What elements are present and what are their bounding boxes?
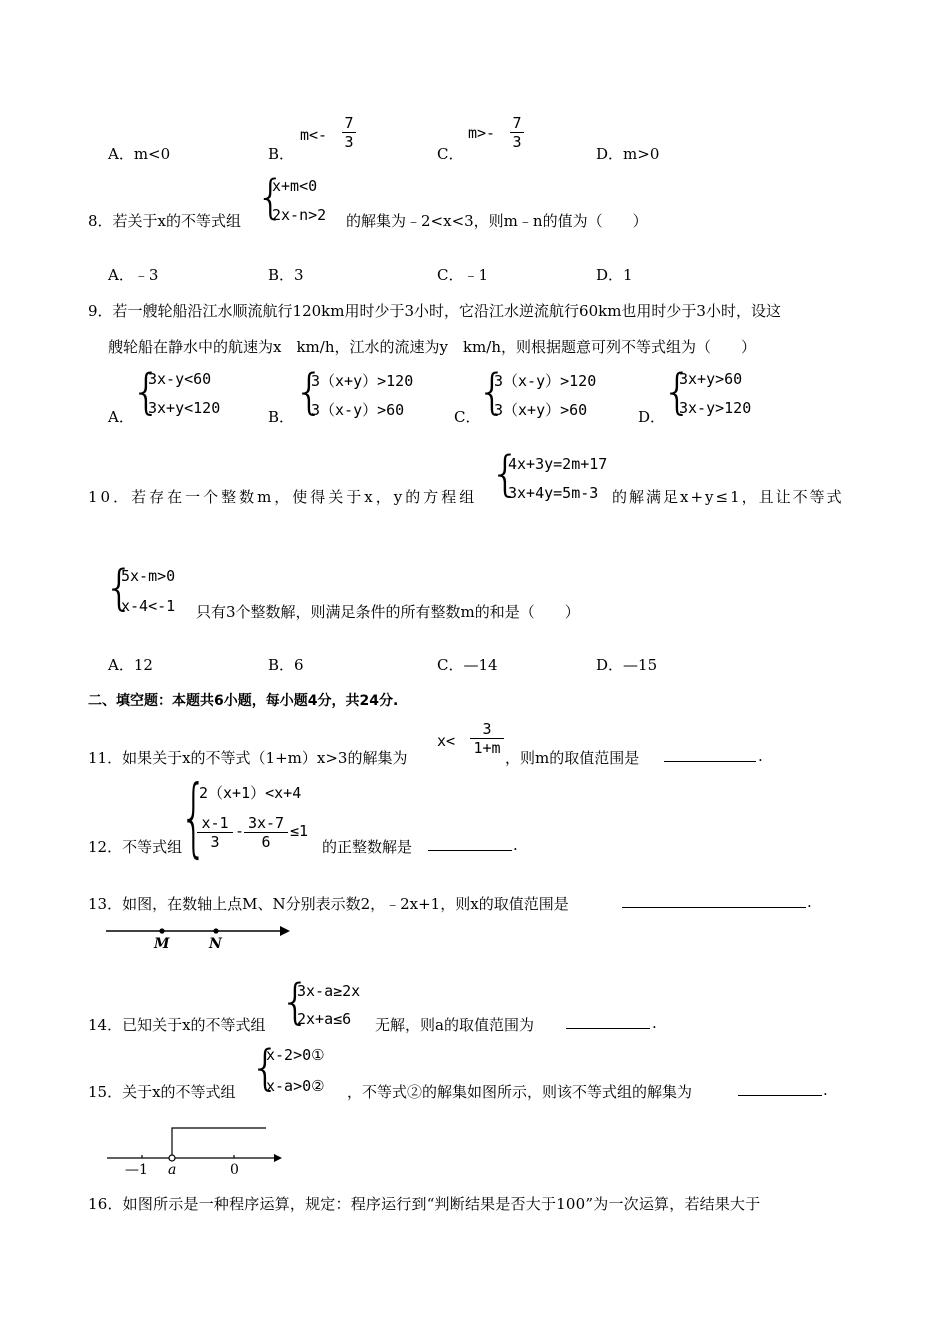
q8-brace: { bbox=[256, 170, 286, 224]
q9-option-d-ineq-2: 3x-y>120 bbox=[679, 399, 752, 417]
q14-prefix: 14．已知关于x的不等式组 bbox=[88, 1016, 266, 1034]
q9-option-c-brace: { bbox=[477, 364, 508, 420]
q9-option-c-label: C． bbox=[454, 408, 481, 426]
q9-option-a-ineq-2: 3x+y<120 bbox=[148, 399, 221, 417]
q10-brace-2: { bbox=[104, 560, 135, 616]
q13-label-n: N bbox=[209, 936, 222, 952]
q12-answer-blank[interactable] bbox=[428, 836, 512, 855]
q11-end: . bbox=[758, 747, 763, 765]
q15-end: . bbox=[823, 1081, 828, 1099]
q15-solution-bracket bbox=[172, 1128, 266, 1155]
q12-prefix: 12．不等式组 bbox=[88, 838, 183, 856]
q13-point-n bbox=[213, 928, 218, 933]
q13-end: . bbox=[807, 893, 812, 911]
q16-text: 16．如图所示是一种程序运算，规定：程序运行到“判断结果是否大于100”为一次运算，若结果大于 bbox=[88, 1195, 761, 1213]
q15-number-line bbox=[104, 1122, 288, 1166]
q7-option-b-label: B． bbox=[268, 145, 295, 163]
q14-ineq-1: 3x-a≥2x bbox=[297, 982, 361, 1000]
q12-end: . bbox=[513, 836, 518, 854]
q13-text: 13．如图，在数轴上点M、N分别表示数2，﹣2x+1，则x的取值范围是 bbox=[88, 895, 569, 913]
q8-suffix: 的解集为﹣2<x<3，则m﹣n的值为（ ） bbox=[346, 212, 648, 230]
q8-option-b: B．3 bbox=[268, 266, 304, 284]
q12-fraction-2: $\frac{3x-7}{6}$ bbox=[244, 814, 288, 851]
q9-option-b-ineq-2: 3（x-y）>60 bbox=[311, 401, 405, 419]
q8-prefix: 8．若关于x的不等式组 bbox=[88, 212, 242, 230]
q9-option-b-label: B． bbox=[268, 408, 295, 426]
q9-option-a-label: A． bbox=[108, 408, 134, 426]
q7-option-c-expr: m>- bbox=[468, 124, 496, 142]
q14-end: . bbox=[652, 1014, 657, 1032]
q14-suffix: 无解，则a的取值范围为 bbox=[375, 1016, 534, 1034]
q15-open-point-a bbox=[169, 1155, 175, 1161]
q7-option-c-label: C． bbox=[437, 145, 464, 163]
q12-minus: - bbox=[235, 822, 245, 840]
q15-brace: { bbox=[250, 1040, 281, 1096]
q10-eq-2: 3x+4y=5m-3 bbox=[508, 484, 599, 502]
q7-option-a: A．m<0 bbox=[108, 145, 171, 163]
q9-option-d-label: D． bbox=[638, 408, 666, 426]
q10-ineq-2: x-4<-1 bbox=[121, 597, 176, 615]
q11-answer-blank[interactable] bbox=[664, 747, 756, 766]
q13-label-m: M bbox=[154, 936, 170, 952]
q7-option-d: D．m>0 bbox=[596, 145, 660, 163]
q13-answer-blank[interactable] bbox=[622, 893, 806, 912]
q14-answer-blank[interactable] bbox=[566, 1014, 650, 1033]
q10-brace-1: { bbox=[490, 446, 521, 502]
q13-point-m bbox=[159, 928, 164, 933]
section-2-heading: 二、填空题：本题共6小题，每小题4分，共24分. bbox=[88, 693, 399, 709]
q7-option-c-fraction: $\frac{7}{3}$ bbox=[510, 114, 524, 151]
q9-option-d-brace: { bbox=[662, 364, 693, 420]
q11-expr: x< bbox=[437, 732, 456, 750]
q8-option-a: A．﹣3 bbox=[108, 266, 159, 284]
q15-suffix: ，不等式②的解集如图所示，则该不等式组的解集为 bbox=[347, 1083, 693, 1101]
q15-answer-blank[interactable] bbox=[738, 1081, 822, 1100]
q15-prefix: 15．关于x的不等式组 bbox=[88, 1083, 236, 1101]
q9-option-c-ineq-2: 3（x+y）>60 bbox=[494, 401, 588, 419]
q10-option-b: B．6 bbox=[268, 656, 304, 674]
q15-ineq-2: x-a>0② bbox=[266, 1077, 325, 1095]
q10-ineq-1: 5x-m>0 bbox=[121, 567, 176, 585]
q11-fraction: $\frac{3}{1+m}$ bbox=[470, 720, 504, 757]
q12-relation: ≤1 bbox=[290, 822, 309, 840]
q10-eq-1: 4x+3y=2m+17 bbox=[508, 455, 608, 473]
q8-option-c: C．﹣1 bbox=[437, 266, 489, 284]
q11-prefix: 11．如果关于x的不等式（1+m）x>3的解集为 bbox=[88, 749, 408, 767]
q9-line-1: 9．若一艘轮船沿江水顺流航行120km用时少于3小时，它沿江水逆流航行60km也用时少于3小时，设这 bbox=[88, 302, 781, 320]
q14-ineq-2: 2x+a≤6 bbox=[297, 1010, 352, 1028]
q9-option-b-brace: { bbox=[294, 364, 325, 420]
q10-option-c: C．—14 bbox=[437, 656, 498, 674]
q15-ineq-1: x-2>0① bbox=[266, 1046, 325, 1064]
q9-line-2: 艘轮船在静水中的航速为x km/h，江水的流速为y km/h，则根据题意可列不等式组为（ ） bbox=[108, 338, 756, 356]
q8-option-d: D．1 bbox=[596, 266, 633, 284]
q8-ineq-2: 2x-n>2 bbox=[272, 206, 327, 224]
q10-prefix: 10．若存在一个整数m，使得关于x，y的方程组 bbox=[88, 488, 478, 506]
q15-tick-0: 0 bbox=[230, 1162, 239, 1178]
q7-option-b-fraction: $\frac{7}{3}$ bbox=[342, 114, 356, 151]
q13-number-line bbox=[104, 922, 294, 956]
q12-ineq-1: 2（x+1）<x+4 bbox=[199, 784, 302, 802]
q9-option-a-ineq-1: 3x-y<60 bbox=[148, 370, 212, 388]
q14-brace: { bbox=[280, 974, 311, 1030]
q8-ineq-1: x+m<0 bbox=[272, 177, 318, 195]
q10-option-a: A．12 bbox=[108, 656, 153, 674]
q15-tick-a: a bbox=[168, 1162, 177, 1178]
q11-suffix: ，则m的取值范围是 bbox=[505, 749, 640, 767]
q9-option-d-ineq-1: 3x+y>60 bbox=[679, 370, 743, 388]
q12-brace: { bbox=[180, 767, 208, 867]
q15-tick-neg1: —1 bbox=[125, 1162, 148, 1178]
q10-option-d: D．—15 bbox=[596, 656, 658, 674]
q9-option-b-ineq-1: 3（x+y）>120 bbox=[311, 372, 414, 390]
q7-option-b-expr: m<- bbox=[300, 126, 328, 144]
q10-suffix-2: 只有3个整数解，则满足条件的所有整数m的和是（ ） bbox=[196, 603, 580, 621]
q12-suffix: 的正整数解是 bbox=[322, 838, 413, 856]
q9-option-a-brace: { bbox=[131, 364, 162, 420]
q9-option-c-ineq-1: 3（x-y）>120 bbox=[494, 372, 597, 390]
q10-suffix: 的解满足x+y≤1，且让不等式 bbox=[612, 488, 844, 506]
q12-fraction-1: $\frac{x-1}{3}$ bbox=[197, 814, 233, 851]
